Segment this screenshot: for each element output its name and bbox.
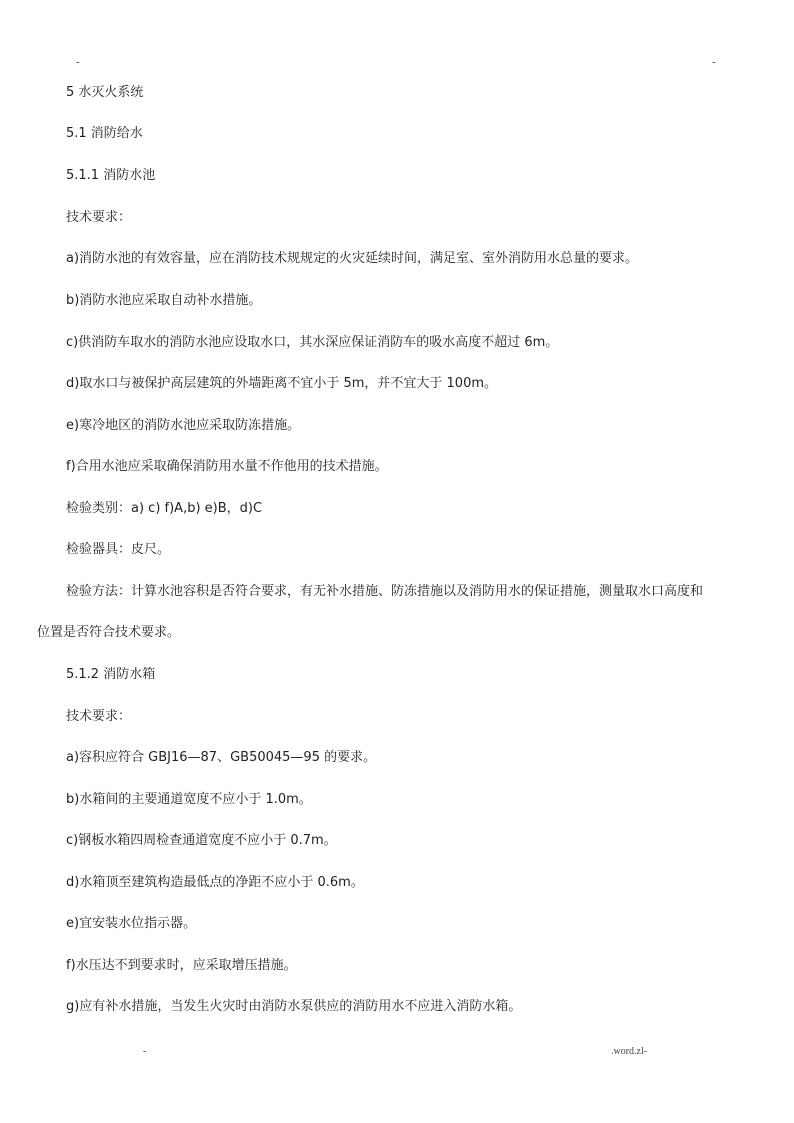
requirement-item: d)取水口与被保护高层建筑的外墙距离不宜小于 5m，并不宜大于 100m。 — [66, 376, 497, 391]
inspection-tools: 检验器具：皮尺。 — [66, 542, 171, 557]
requirement-item: a)容积应符合 GBJ16—87、GB50045—95 的要求。 — [66, 750, 377, 765]
requirement-item: c)钢板水箱四周检查通道宽度不应小于 0.7m。 — [66, 833, 337, 848]
requirement-item: f)合用水池应采取确保消防用水量不作他用的技术措施。 — [66, 459, 388, 474]
clause-heading: 5.1.2 消防水箱 — [66, 667, 156, 682]
requirement-item: a)消防水池的有效容量，应在消防技术规规定的火灾延续时间，满足室、室外消防用水总量的要求。 — [66, 251, 639, 266]
inspection-category: 检验类别：a) c) f)A,b) e)B，d)C — [66, 501, 263, 516]
requirement-item: f)水压达不到要求时，应采取增压措施。 — [66, 958, 297, 973]
requirement-item: d)水箱顶至建筑构造最低点的净距不应小于 0.6m。 — [66, 875, 364, 890]
requirement-item: b)水箱间的主要通道宽度不应小于 1.0m。 — [66, 792, 312, 807]
section-heading: 5 水灭火系统 — [66, 85, 144, 100]
requirement-item: e)宜安装水位指示器。 — [66, 916, 197, 931]
footer-text: .word.zl- — [611, 1046, 648, 1057]
inspection-method-cont: 位置是否符合技术要求。 — [37, 625, 181, 640]
footer-left-mark: - — [143, 1046, 147, 1057]
requirements-label: 技术要求： — [66, 709, 132, 724]
clause-heading: 5.1.1 消防水池 — [66, 168, 156, 183]
header-left-mark: - — [76, 56, 80, 68]
inspection-method: 检验方法：计算水池容积是否符合要求，有无补水措施、防冻措施以及消防用水的保证措施，测量取水口高度和 — [66, 584, 704, 599]
requirements-label: 技术要求： — [66, 210, 132, 225]
requirement-item: g)应有补水措施，当发生火灾时由消防水泵供应的消防用水不应进入消防水箱。 — [66, 999, 522, 1014]
header-right-mark: - — [712, 56, 716, 68]
requirement-item: e)寒冷地区的消防水池应采取防冻措施。 — [66, 418, 301, 433]
subsection-heading: 5.1 消防给水 — [66, 126, 143, 141]
requirement-item: c)供消防车取水的消防水池应设取水口，其水深应保证消防车的吸水高度不超过 6m。 — [66, 335, 559, 350]
requirement-item: b)消防水池应采取自动补水措施。 — [66, 293, 262, 308]
